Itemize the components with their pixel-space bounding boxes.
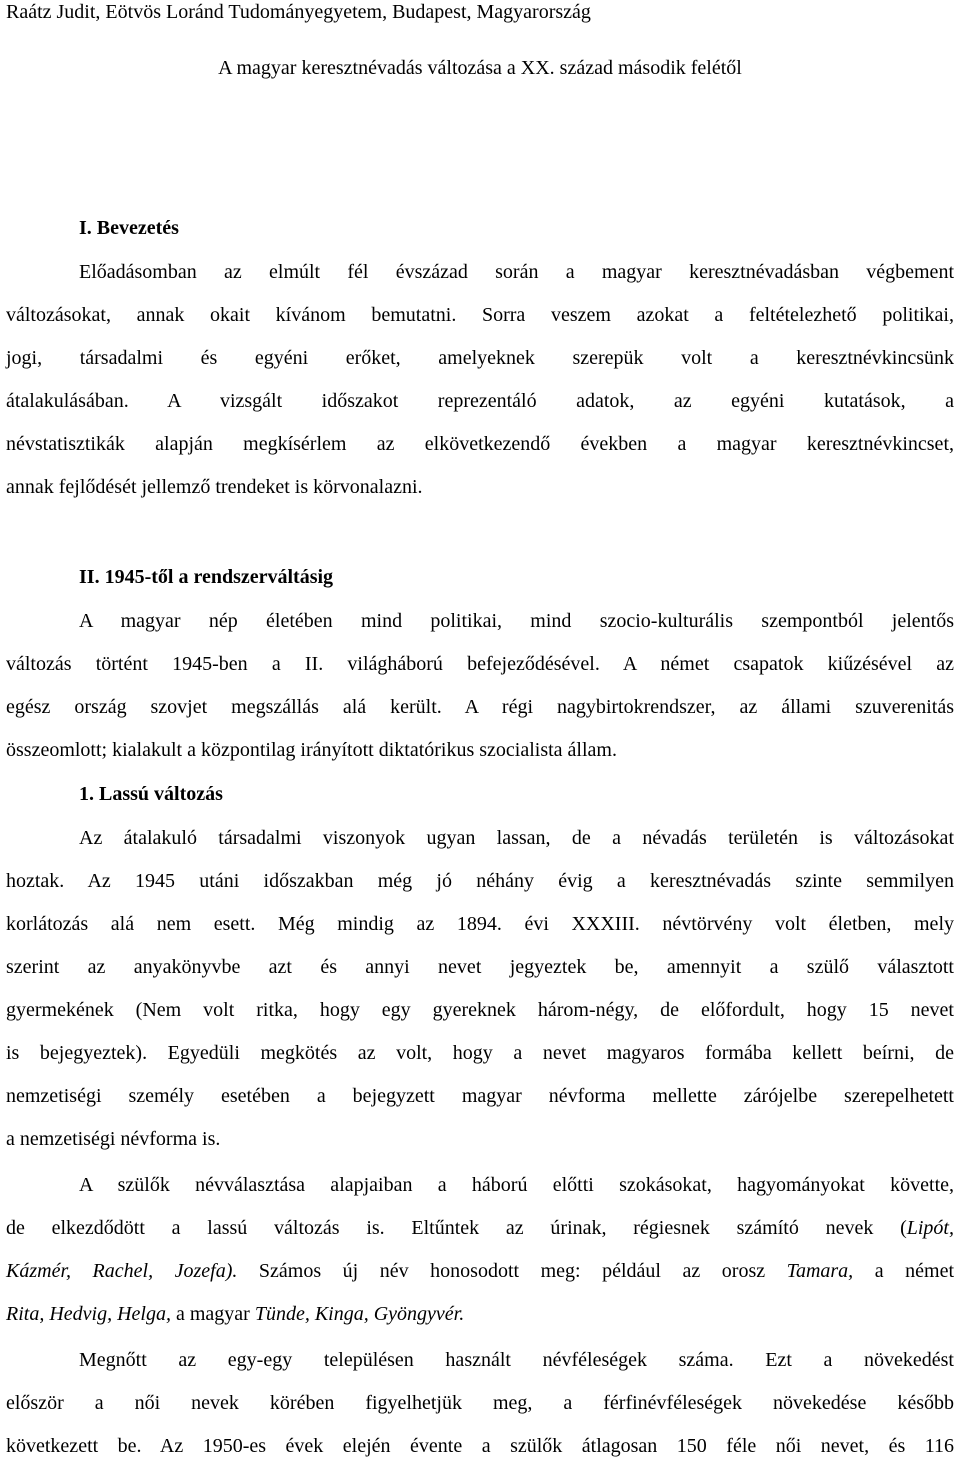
document-title: A magyar keresztnévadás változása a XX. század második felétől	[218, 57, 742, 79]
paragraph-line: Az átalakuló társadalmi viszonyok ugyan lassan, de a névadás területén is változásokat	[79, 827, 954, 849]
text-run: a német	[853, 1260, 955, 1282]
paragraph-line: Megnőtt az egy-egy településen használt névféleségek száma. Ezt a növekedést	[79, 1349, 954, 1371]
paragraph-line: A szülők névválasztása alapjaiban a háború előtti szokásokat, hagyományokat követte,	[79, 1174, 954, 1196]
paragraph-line: nemzetiségi személy esetében a bejegyzett magyar névforma mellette zárójelbe szerepelhetett	[6, 1085, 954, 1107]
paragraph-line: is bejegyeztek). Egyedüli megkötés az volt, hogy a nevet magyaros formába kellett beírni, de	[6, 1042, 954, 1064]
paragraph-line	[6, 1216, 954, 1240]
italic-names: Kázmér, Rachel, Jozefa).	[6, 1260, 238, 1282]
paragraph-line: korlátozás alá nem esett. Még mindig az 1894. évi XXXIII. névtörvény volt életben, mely	[6, 913, 954, 935]
paragraph-line: annak fejlődését jellemző trendeket is körvonalazni.	[6, 476, 423, 498]
subsection-heading-slow-change: 1. Lassú változás	[79, 783, 223, 805]
italic-name: Lipót,	[906, 1217, 954, 1239]
paragraph-line: egész ország szovjet megszállás alá került. A régi nagybirtokrendszer, az állami szuverenitás	[6, 696, 954, 718]
paragraph-line: névstatisztikák alapján megkísérlem az elkövetkezendő években a magyar keresztnévkincset,	[6, 433, 954, 455]
paragraph-line: következett be. Az 1950-es évek elején évente a szülők átlagosan 150 féle női nevet, és 116	[6, 1435, 954, 1457]
paragraph-line	[6, 1302, 954, 1326]
italic-names: Tünde, Kinga, Gyöngyvér.	[254, 1303, 465, 1325]
paragraph-line: jogi, társadalmi és egyéni erőket, amelyeknek szerepük volt a keresztnévkincsünk	[6, 347, 954, 369]
paragraph-line: A magyar nép életében mind politikai, mind szocio-kulturális szempontból jelentős	[79, 610, 954, 632]
paragraph-line: gyermekének (Nem volt ritka, hogy egy gyereknek három-négy, de előfordult, hogy 15 nevet	[6, 999, 954, 1021]
section-heading-introduction: I. Bevezetés	[79, 217, 179, 239]
paragraph-line	[6, 1259, 954, 1283]
text-run: a magyar	[170, 1303, 255, 1325]
paragraph-line: szerint az anyakönyvbe azt és annyi nevet jegyeztek be, amennyit a szülő választott	[6, 956, 954, 978]
text-run: de elkezdődött a lassú változás is. Eltűntek az úrinak, régiesnek számító nevek (	[6, 1217, 907, 1239]
author-line: Raátz Judit, Eötvös Loránd Tudományegyetem, Budapest, Magyarország	[6, 1, 591, 23]
paragraph-line: a nemzetiségi névforma is.	[6, 1128, 221, 1150]
paragraph-line: Előadásomban az elmúlt fél évszázad során a magyar keresztnévadásban végbement	[79, 261, 954, 283]
paragraph-line: először a női nevek körében figyelhetjük meg, a férfinévféleségek növekedése később	[6, 1392, 954, 1414]
paragraph-line: változásokat, annak okait kívánom bemutatni. Sorra veszem azokat a feltételezhető politikai,	[6, 304, 954, 326]
paragraph-line: összeomlott; kialakult a központilag irányított diktatórikus szocialista állam.	[6, 739, 617, 761]
text-run: Számos új név honosodott meg: például az orosz	[237, 1260, 787, 1282]
paragraph-line: változás történt 1945-ben a II. világháború befejeződésével. A német csapatok kiűzésével az	[6, 653, 954, 675]
italic-name: Tamara,	[786, 1260, 854, 1282]
section-heading-1945: II. 1945-től a rendszerváltásig	[79, 566, 334, 588]
paragraph-line: átalakulásában. A vizsgált időszakot reprezentáló adatok, az egyéni kutatások, a	[6, 390, 954, 412]
paragraph-line: hoztak. Az 1945 utáni időszakban még jó néhány évig a keresztnévadás szinte semmilyen	[6, 870, 954, 892]
italic-names: Rita, Hedvig, Helga,	[6, 1303, 171, 1325]
